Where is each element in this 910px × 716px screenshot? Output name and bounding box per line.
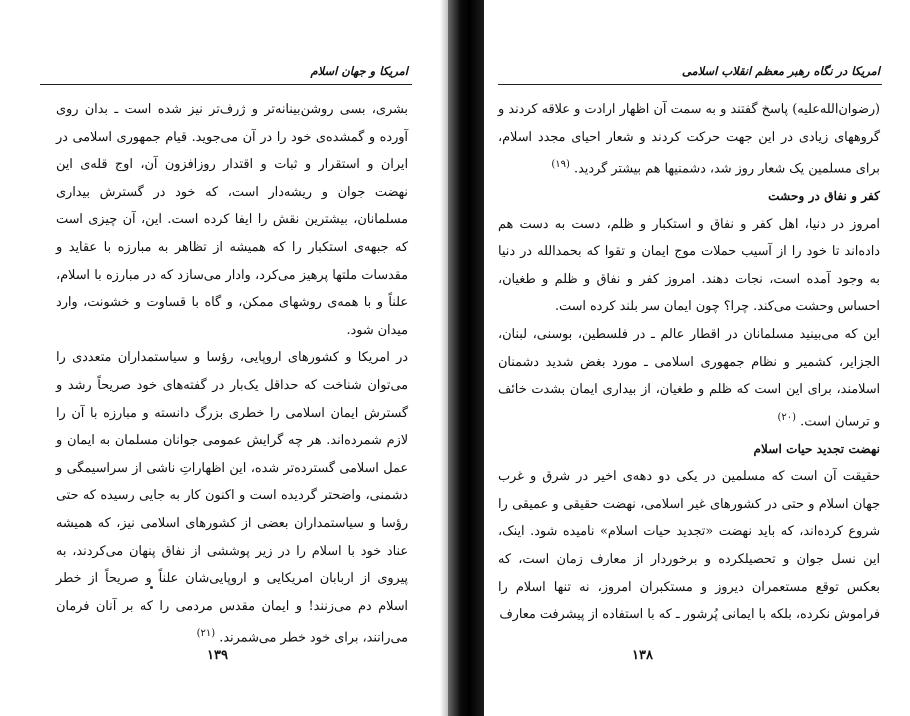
right-page-body bbox=[498, 96, 880, 629]
left-page-number: ۱۳۹ bbox=[207, 648, 228, 663]
section-heading-1: کفر و نفاق در وحشت bbox=[768, 189, 880, 204]
right-page bbox=[484, 0, 910, 716]
section-heading-2: نهضت تجدید حیات اسلام bbox=[753, 441, 880, 456]
right-intro-text: (رضوان‌الله‌علیه) پاسخ گفتند و به سمت آن اظهار ارادت و علاقه کردند و گروههای زیادی در این جهت حرکت کردند و شعار احیای مجدد اسلام، برای مسلمین یک شعار روز شد، دشمنیها هم بیشتر گردید. bbox=[498, 102, 880, 177]
book-spine bbox=[448, 0, 484, 716]
left-header-rule bbox=[40, 84, 412, 85]
right-header-rule bbox=[498, 84, 882, 85]
right-intro-footnote-marker: (۱۹) bbox=[551, 159, 570, 171]
section1-paragraph-2 bbox=[498, 321, 880, 436]
left-page-body bbox=[56, 96, 408, 652]
left-paragraph-2-text: در امریکا و کشورهای اروپایی، رؤسا و سیاستمداران متعددی را می‌توان شناخت که حداقل یک‌بار در گفته‌های خود صریحاً رشد و گسترش ایمان اسلامی را خطری بزرگ دانسته و مبارزه با آن را لازم شمرده‌اند. هر چه گرایش عمومی جوانان مسلمان به ایمان و عمل اسلامی گسترده‌تر شده، این اظهاراتِ ناشی از سراسیمگی و دشمنی، واضحتر گردیده است و اکنون کار به جایی رسیده که حتی رؤسا و سیاستمداران بعضی از کشورهای اسلامی نیز، که همیشه عناد خود با اسلام را در زیر پوششی از نفاق پنهان می‌کردند، به پیروی از اربابان امریکایی و اروپایی‌شان علناً و صریحاً از خطر اسلام دم می‌زنند! و ایمان مقدس مردمی را که بر آنان فرمان می‌رانند، برای خود خطر می‌شمرند. bbox=[56, 350, 408, 646]
right-running-header: امریکا در نگاه رهبر معظم انقلاب اسلامی bbox=[681, 64, 880, 78]
section2-paragraph: حقیقت آن است که مسلمین در یکی دو دهه‌ی اخیر در شرق و غرب جهان اسلام و حتی در کشورهای غیر اسلامی، نهضت حقیقی و عمیقی را شروع کرده‌اند، که باید نهضت «تجدید حیات اسلام» نامیده شود. اینک، این نسل جوان و تحصیلکرده و برخوردار از معارف زمان است، که بعکس توقع مستعمران دیروز و مستکبران امروز، نه تنها اسلام را فراموش نکرده، بلکه با ایمانی پُرشور ـ که با استفاده از پیشرفت معارف bbox=[498, 469, 880, 623]
page-speck bbox=[150, 586, 153, 589]
section1-paragraph-2-text: این که می‌بینید مسلمانان در اقطار عالم ـ در فلسطین، بوسنی، لبنان، الجزایر، کشمیر و نظام جمهوری اسلامی ـ مورد بغض شدید دشمنان اسلامند، برای این است که ظلم و طغیان، از بیداری ایمان بشدت خائف و ترسان است. bbox=[498, 327, 880, 430]
left-footnote-marker: (۲۱) bbox=[196, 628, 216, 640]
right-page-number: ۱۳۸ bbox=[632, 648, 653, 663]
left-running-header: امریکا و جهان اسلام bbox=[310, 64, 408, 78]
left-paragraph-2 bbox=[56, 344, 408, 652]
right-intro-paragraph bbox=[498, 96, 880, 183]
left-paragraph-1: بشری، بسی روشن‌بینانه‌تر و ژرف‌تر نیز شده است ـ بدان روی آورده و گمشده‌ی خود را در آن می‌جوید. قیام جمهوری اسلامی در ایران و استقرار و ثبات و اقتدار روزافزون آن، اوج قله‌ی این نهضت جوان و ریشه‌دار است، که خود در گسترش بیداری مسلمانان، بیشترین نقش را ایفا کرده است. این، آن چیزی است که جبهه‌ی استکبار را که همیشه از تظاهر به مبارزه با عقاید و مقدسات ملتها پرهیز می‌کرد، وادار می‌سازد که در مبارزه با اسلام، علناً و با همه‌ی روشهای ممکن، و گاه با قساوت و خشونت، وارد میدان شود. bbox=[56, 102, 408, 338]
page-gutter-shadow bbox=[440, 0, 448, 716]
section1-footnote-marker: (۲۰) bbox=[777, 411, 797, 423]
left-page bbox=[0, 0, 448, 716]
section1-paragraph-1: امروز در دنیا، اهل کفر و نفاق و استکبار و ظلم، دست به دست هم داده‌اند تا خود را از آسیب حملات موج ایمان و تقوا که بحمدالله در دنیا به وجود آمده است، نجات دهند. امروز کفر و نفاق و ظلم و طغیان، احساس وحشت می‌کند. چرا؟ چون ایمان سر بلند کرده است. bbox=[498, 216, 880, 315]
